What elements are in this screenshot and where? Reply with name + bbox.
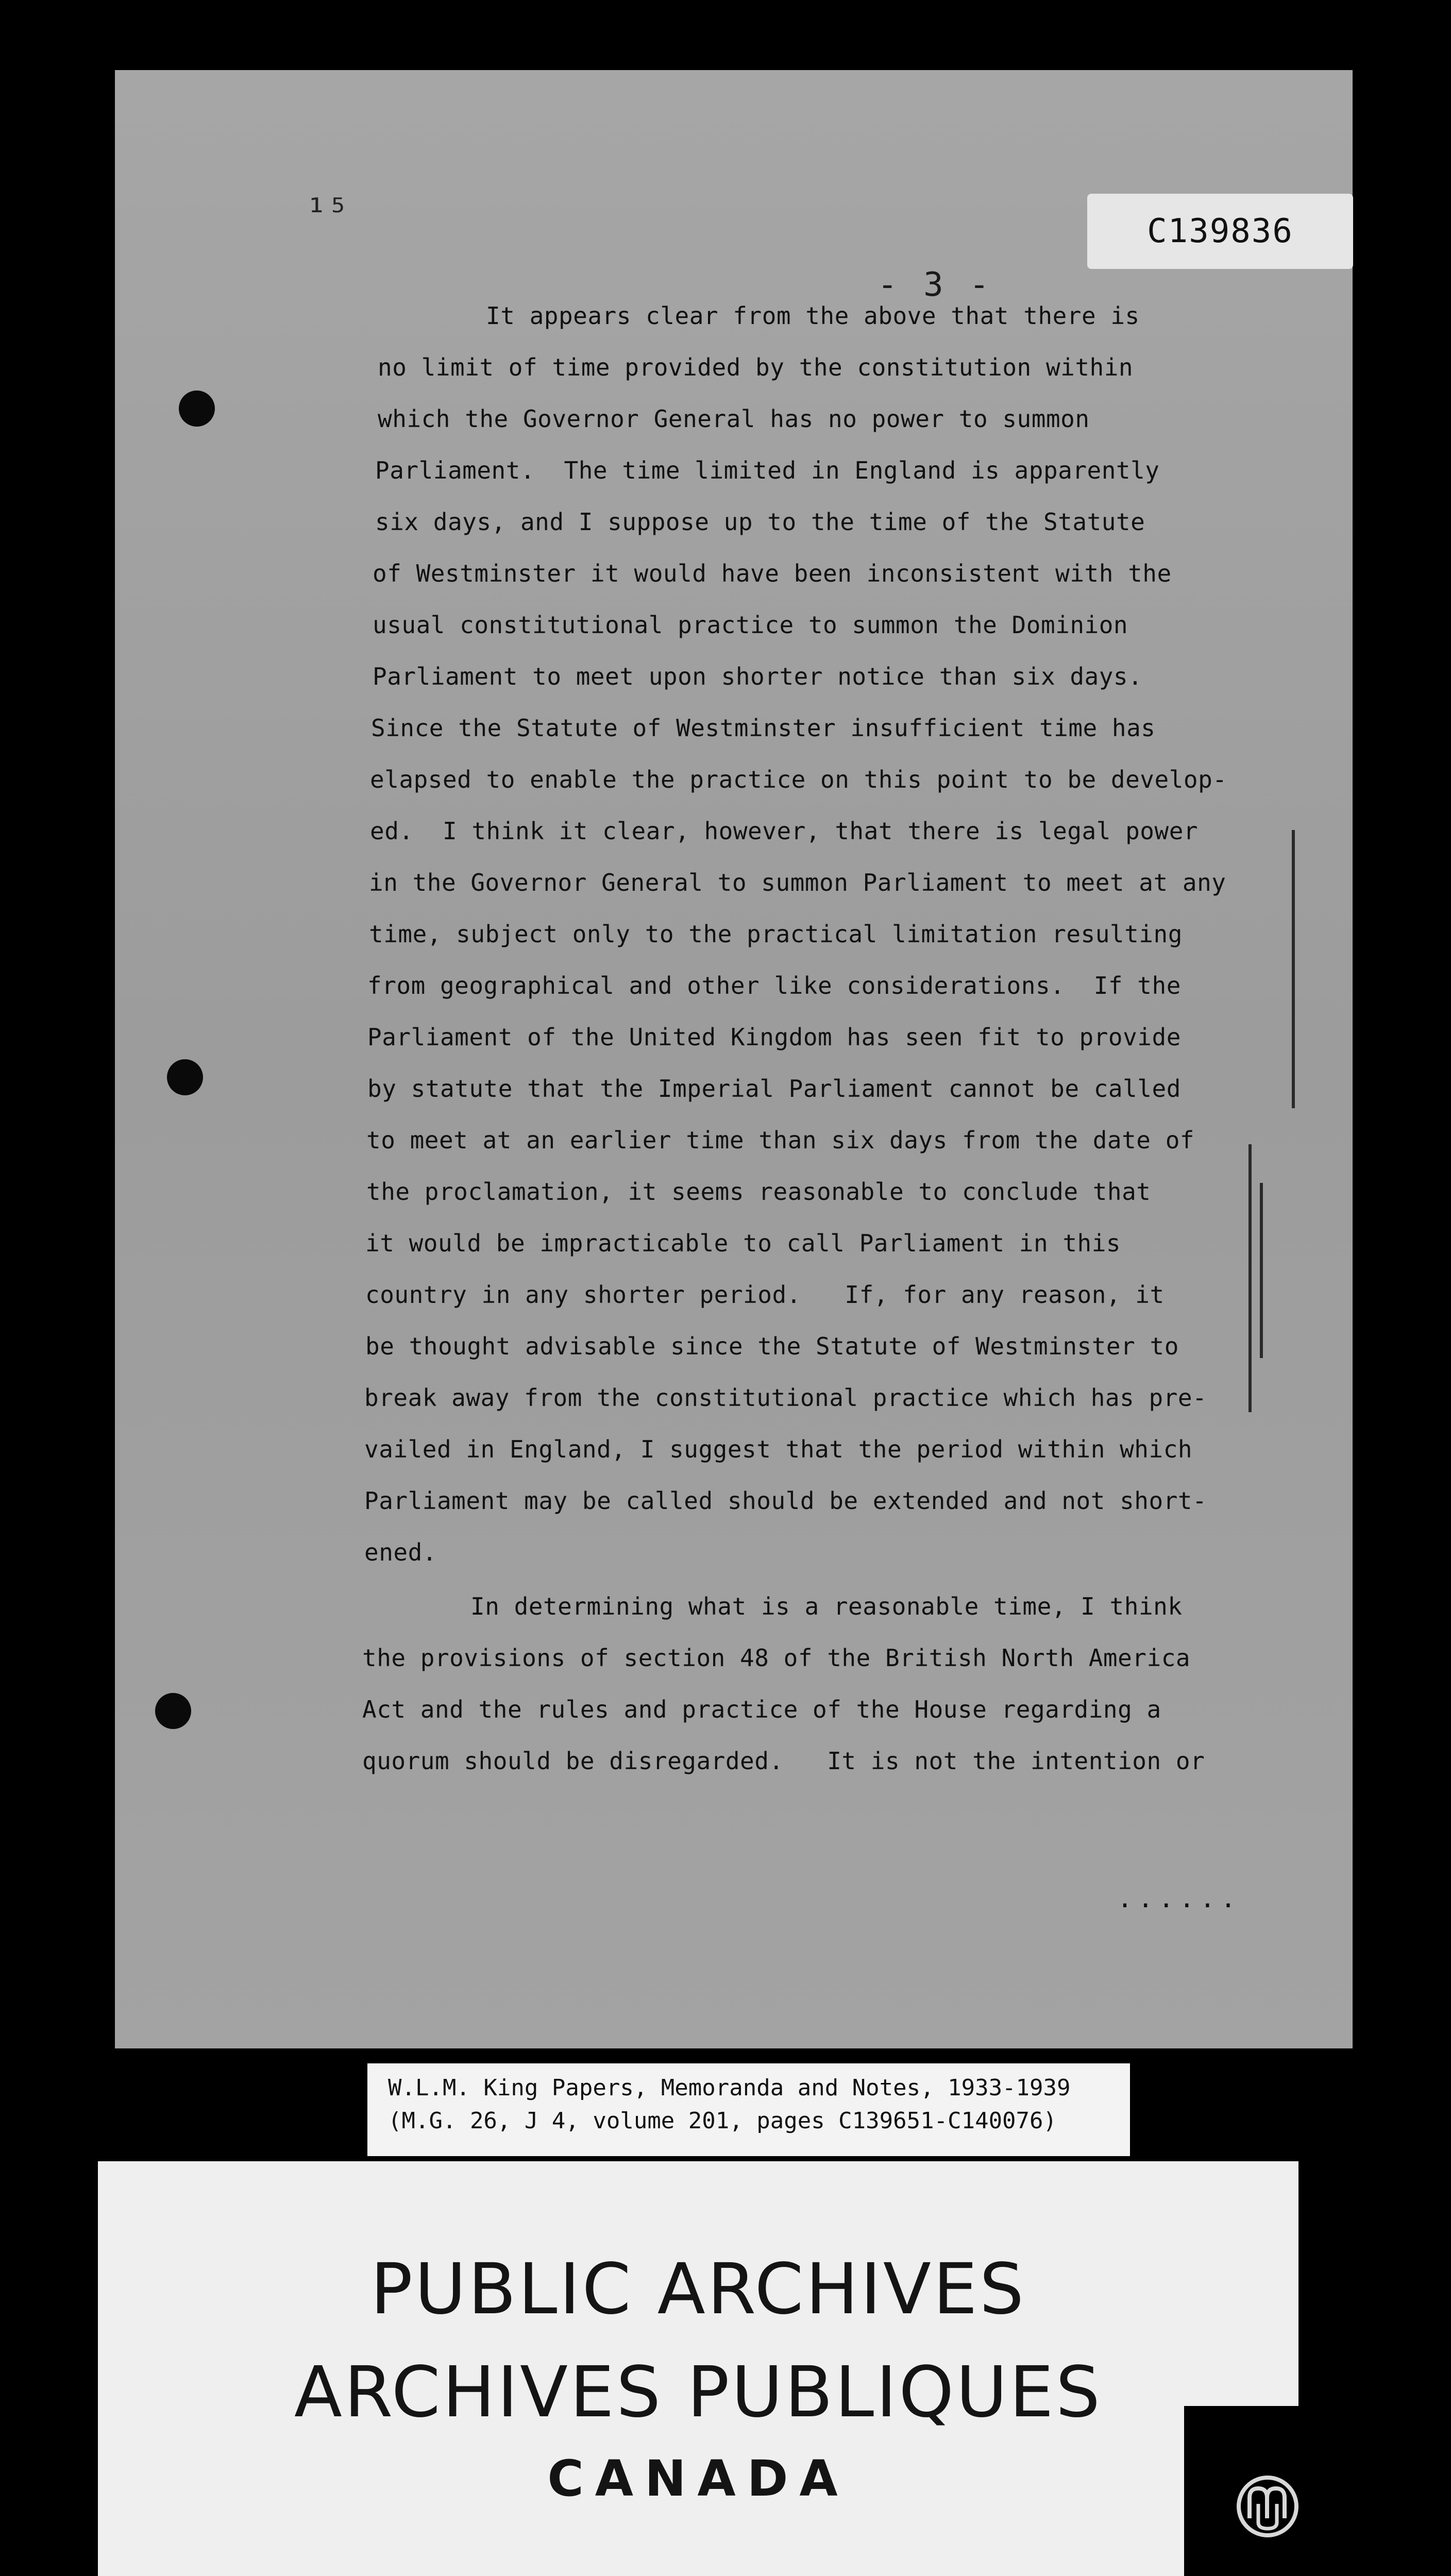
archives-corner-shadow xyxy=(1184,2406,1451,2576)
body-line: country in any shorter period. If, for any reason, it xyxy=(365,1281,1165,1309)
body-line: quorum should be disregarded. It is not the intention or xyxy=(362,1747,1205,1775)
body-line: Parliament to meet upon shorter notice than six days. xyxy=(373,663,1143,690)
body-line: Parliament may be called should be extended and not short- xyxy=(364,1487,1207,1515)
margin-line-upper xyxy=(1292,830,1295,1108)
citation-line-2: (M.G. 26, J 4, volume 201, pages C139651-C140076) xyxy=(388,2108,1057,2134)
body-line: Parliament of the United Kingdom has seen fit to provide xyxy=(367,1023,1181,1051)
document-page xyxy=(115,70,1353,2048)
punch-hole-top xyxy=(179,391,215,427)
body-line: six days, and I suppose up to the time of the Statute xyxy=(375,508,1145,536)
body-line: the provisions of section 48 of the British North America xyxy=(362,1644,1191,1672)
body-line: by statute that the Imperial Parliament cannot be called xyxy=(367,1075,1181,1103)
body-line: to meet at an earlier time than six days from the date of xyxy=(366,1126,1195,1154)
body-line: be thought advisable since the Statute of Westminster to xyxy=(365,1332,1179,1360)
margin-line-lower-inner xyxy=(1260,1183,1263,1358)
body-line: ed. I think it clear, however, that there is legal power xyxy=(370,817,1199,845)
archives-emblem-icon xyxy=(1234,2473,1301,2540)
archives-title-english: PUBLIC ARCHIVES xyxy=(370,2249,1026,2330)
body-line: from geographical and other like considerations. If the xyxy=(367,972,1181,999)
punch-hole-middle xyxy=(167,1059,203,1095)
reference-number: C139836 xyxy=(1087,194,1353,269)
body-line: in the Governor General to summon Parliament to meet at any xyxy=(369,869,1226,896)
punch-hole-bottom xyxy=(155,1693,191,1729)
body-line: the proclamation, it seems reasonable to conclude that xyxy=(366,1178,1151,1206)
body-line: Parliament. The time limited in England is apparently xyxy=(375,456,1160,484)
citation-label xyxy=(367,2063,1130,2156)
margin-line-lower xyxy=(1248,1144,1252,1412)
body-line: Act and the rules and practice of the House regarding a xyxy=(362,1696,1161,1723)
body-line: vailed in England, I suggest that the period within which xyxy=(364,1435,1193,1463)
body-line: Since the Statute of Westminster insufficient time has xyxy=(371,714,1156,742)
body-line: usual constitutional practice to summon the Dominion xyxy=(373,611,1128,639)
archives-card xyxy=(98,2161,1298,2576)
archives-title-french: ARCHIVES PUBLIQUES xyxy=(294,2352,1103,2433)
body-line: it would be impracticable to call Parliament in this xyxy=(365,1229,1121,1257)
body-line: In determining what is a reasonable time, I think xyxy=(470,1592,1183,1620)
body-line: which the Governor General has no power to summon xyxy=(378,405,1090,433)
archives-country: CANADA xyxy=(547,2450,849,2507)
body-line: of Westminster it would have been inconsistent with the xyxy=(373,560,1172,587)
body-line: time, subject only to the practical limitation resulting xyxy=(369,920,1183,948)
body-line: It appears clear from the above that there is xyxy=(486,302,1140,330)
body-line: ened. xyxy=(364,1538,437,1566)
corner-mark: ¹⁵ xyxy=(306,191,349,233)
citation-line-1: W.L.M. King Papers, Memoranda and Notes, 1933-1939 xyxy=(388,2075,1071,2101)
body-line: elapsed to enable the practice on this point to be develop- xyxy=(370,766,1227,793)
page-number: - 3 - xyxy=(878,266,992,304)
continuation-dots: ...... xyxy=(1117,1884,1241,1913)
body-line: break away from the constitutional practice which has pre- xyxy=(364,1384,1207,1412)
body-line: no limit of time provided by the constitution within xyxy=(378,353,1134,381)
